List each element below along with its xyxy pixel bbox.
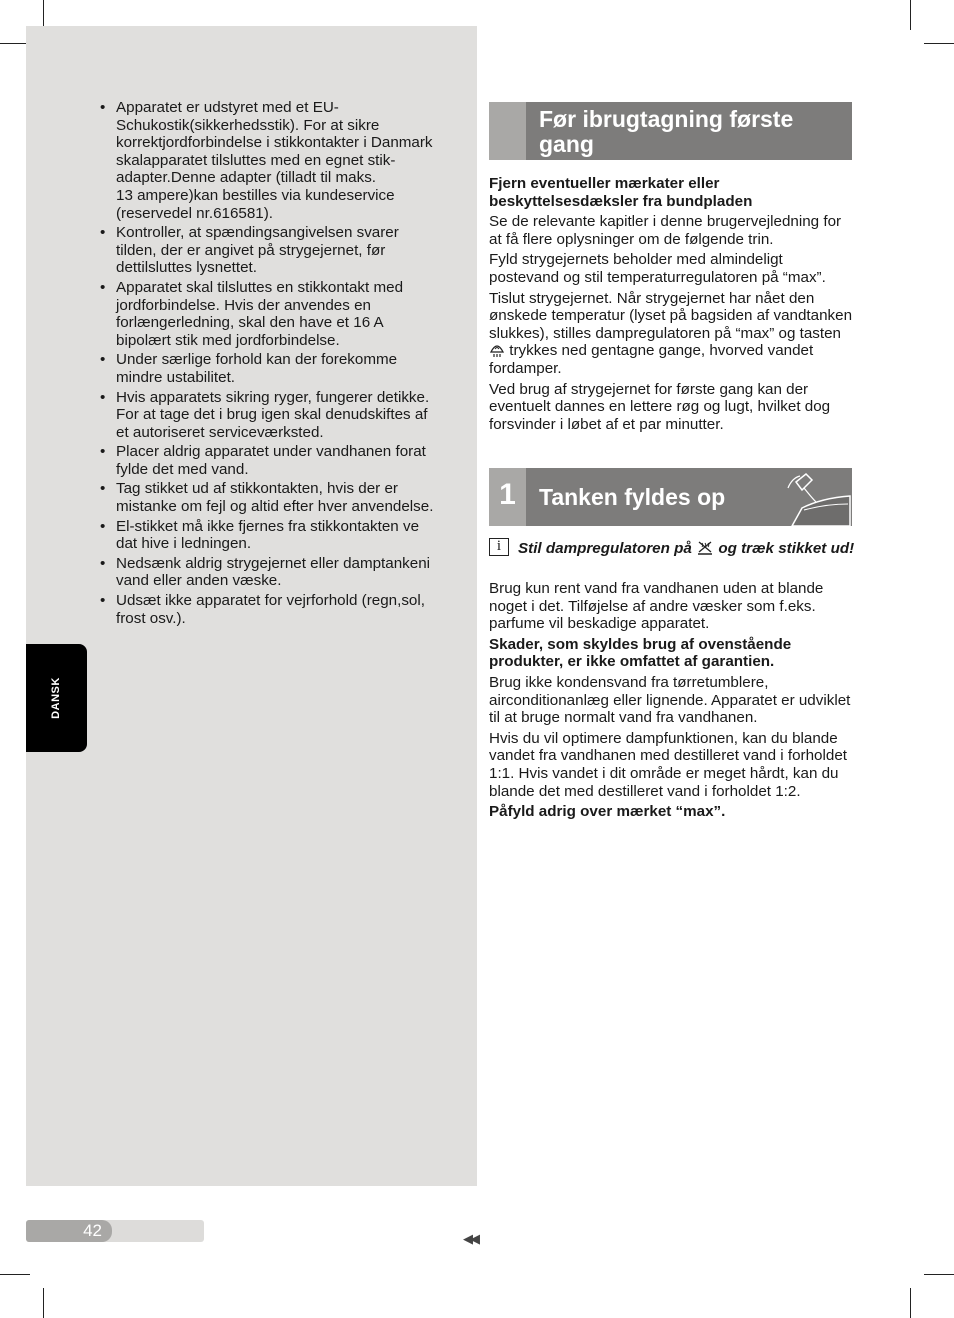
list-item: • Udsæt ikke apparatet for vejrforhold (regn,sol, frost osv.). bbox=[100, 592, 468, 627]
section-title: Før ibrugtagning første gang bbox=[539, 106, 794, 157]
bold-paragraph: Skader, som skyldes brug af ovenstående produkter, er ikke omfattet af garantien. bbox=[489, 635, 792, 671]
section-number: 1 bbox=[499, 478, 516, 511]
paragraph: Se de relevante kapitler i denne brugervejledning for at få flere oplysninger om de følgende trin. bbox=[489, 213, 842, 248]
section-header bbox=[489, 468, 852, 526]
safety-list bbox=[100, 99, 468, 629]
list-item: • Nedsænk aldrig strygejernet eller damptankeni vand eller anden væske. bbox=[100, 555, 468, 590]
page-footer-bar bbox=[26, 1220, 204, 1242]
paragraph: Hvis du vil optimere dampfunktionen, kan du blande vandet fra vandhanen med destilleret vand i forholdet 1:1. Hvis vandet i dit område er meget hårdt, kan du blande det med destilleret vand i forholdet 1:2. bbox=[489, 729, 847, 800]
list-item: • Hvis apparatets sikring ryger, fungerer detikke. For at tage det i brug igen skal denudskiftes af et autoriseret serviceværksted. bbox=[100, 389, 468, 442]
list-item: • Tag stikket ud af stikkontakten, hvis der er mistanke om fejl og altid efter hver anvendelse. bbox=[100, 480, 468, 515]
crop-mark bbox=[924, 43, 954, 44]
language-tab bbox=[26, 644, 87, 752]
language-label: DANSK bbox=[50, 677, 62, 719]
paragraph bbox=[489, 290, 855, 378]
list-item: • Placer aldrig apparatet under vandhanen forat fylde det med vand. bbox=[100, 443, 468, 478]
note-text bbox=[518, 540, 858, 558]
crop-mark bbox=[924, 1274, 954, 1275]
note-text-part: og træk stikket ud! bbox=[718, 540, 855, 557]
info-icon: i bbox=[489, 538, 509, 556]
note-text-part: Stil dampregulatoren på bbox=[518, 540, 692, 557]
crop-mark bbox=[910, 1288, 911, 1318]
bold-paragraph: Påfyld adrig over mærket “max”. bbox=[489, 803, 726, 821]
no-steam-icon bbox=[696, 540, 714, 556]
list-item: • Under særlige forhold kan der forekomme mindre ustabilitet. bbox=[100, 351, 468, 386]
section-body bbox=[489, 580, 855, 824]
iron-filling-icon bbox=[782, 468, 852, 526]
paragraph: Ved brug af strygejernet for første gang kan der eventuelt dannes en lettere røg og lugt, hvilket dog forsvinder i løbet af et par minutter. bbox=[489, 380, 831, 433]
paragraph-text: trykkes ned gentagne gange, hvorved vandet fordamper. bbox=[489, 342, 814, 377]
note bbox=[518, 540, 858, 561]
rewind-arrows-icon: ◀◀ bbox=[463, 1231, 477, 1246]
crop-mark bbox=[910, 0, 911, 30]
list-item: • Kontroller, at spændingsangivelsen svarer tilden, der er angivet på strygejernet, før dettilsluttes lysnettet. bbox=[100, 224, 468, 277]
paragraph: Fyld strygejernets beholder med almindeligt postevand og stil temperaturregulatoren på “max”. bbox=[489, 251, 826, 286]
list-item: • Apparatet er udstyret med et EU- Schukostik(sikkerhedsstik). For at sikre korrektjordforbindelse i stikkontakter i Danmark skalapparatet tilsluttes med en egnet stik- adapter.Denne adapter (tilladt til maks. 13 ampere)kan bestilles via kundeservice (reservedel nr.616581). bbox=[100, 99, 468, 222]
list-item: • Apparatet skal tilsluttes en stikkontakt med jordforbindelse. Hvis der anvendes en forlængerledning, skal den have et 16 A bipolært stik med jordforbindelse. bbox=[100, 279, 468, 349]
header-accent bbox=[489, 102, 526, 160]
crop-mark bbox=[43, 1288, 44, 1318]
paragraph-text: Tislut strygejernet. Når strygejernet har nået den ønskede temperatur (lyset på bagsiden af vandtanken slukkes), stilles dampregulatoren på “max” og tasten bbox=[489, 289, 853, 342]
section-body bbox=[489, 175, 855, 436]
list-item: • El-stikket må ikke fjernes fra stikkontakten ve dat hive i ledningen. bbox=[100, 518, 468, 553]
paragraph: Brug kun rent vand fra vandhanen uden at blande noget i det. Tilføjelse af andre væsker som f.eks. parfume vil beskadige apparatet. bbox=[489, 580, 824, 633]
steam-button-icon bbox=[489, 342, 505, 358]
bold-intro: Fjern eventueller mærkater eller beskyttelsesdæksler fra bundpladen bbox=[489, 175, 753, 210]
section-header bbox=[489, 102, 852, 160]
page-number: 42 bbox=[26, 1220, 112, 1242]
section-title: Tanken fyldes op bbox=[539, 484, 726, 510]
paragraph: Brug ikke kondensvand fra tørretumblere, airconditionanlæg eller lignende. Apparatet er udviklet til at bruge normalt vand fra vandhanen. bbox=[489, 673, 851, 727]
crop-mark bbox=[0, 1274, 30, 1275]
